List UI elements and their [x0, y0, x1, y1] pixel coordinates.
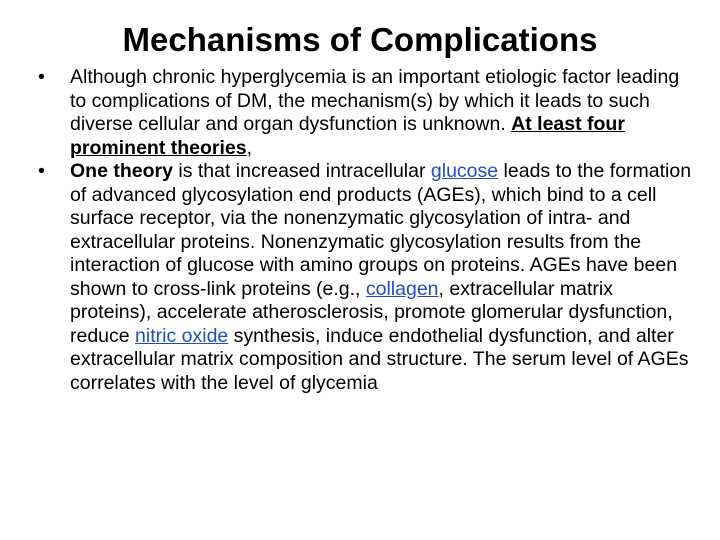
- bullet-2-text-d: synthesis, induce endothelial dysfunction, and alter extracellular matrix composition and structure. The serum level of AGEs correlates with the level of glycemia: [70, 324, 689, 394]
- nitric-oxide-link[interactable]: nitric oxide: [135, 324, 229, 347]
- collagen-link[interactable]: collagen: [365, 277, 439, 300]
- glucose-link[interactable]: glucose: [430, 160, 499, 182]
- bullet-2-text-c: , extracellular matrix proteins), accelerate atherosclerosis, promote glomerular dysfunction, reduce: [70, 277, 673, 347]
- bullet-item-1: [30, 66, 698, 160]
- slide-title: Mechanisms of Complications: [122, 21, 598, 58]
- bullet-2-text-a: is that increased intracellular: [172, 160, 431, 182]
- bullet-icon: •: [38, 160, 45, 182]
- bullet-1-text-end: ,: [246, 136, 253, 159]
- bullet-list: [30, 66, 698, 395]
- bullet-1-emphasis: At least four prominent theories: [70, 113, 625, 159]
- bullet-1-text: Although chronic hyperglycemia is an important etiologic factor leading to complications of DM, the mechanism(s) by which it leads to such diverse cellular and organ dysfunction is unknown.: [70, 66, 680, 135]
- bullet-item-2: [30, 160, 698, 395]
- bullet-2-lead: One theory: [70, 160, 173, 182]
- bullet-2-text-b: leads to the formation of advanced glycosylation end products (AGEs), which bind to a cell surface receptor, via the nonenzymatic glycosylation of intra- and extracellular proteins. Nonenzymatic glycosylation results from the interaction of glucose with amino groups on proteins. AGEs have been shown to cross-link proteins (e.g.,: [70, 160, 692, 300]
- bullet-icon: •: [38, 66, 45, 88]
